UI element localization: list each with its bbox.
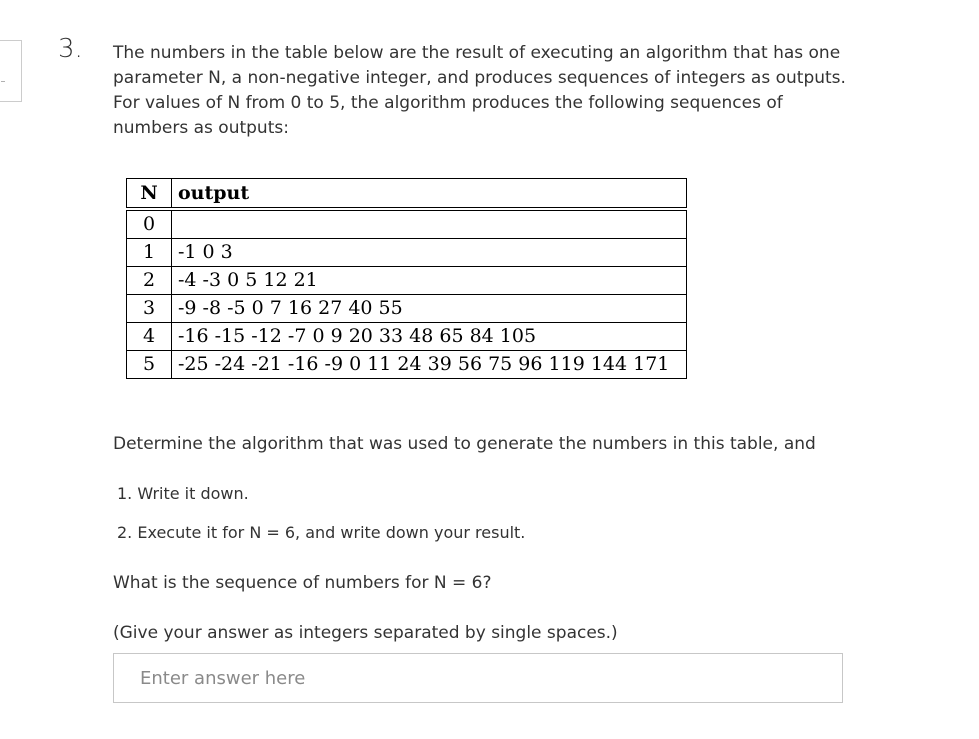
table-row [127,267,687,295]
row-n: 3 [127,295,172,323]
table-row [127,295,687,323]
question-intro: The numbers in the table below are the result of executing an algorithm that has one parameter N, a non-negative integer, and produces sequences of integers as outputs. For values of N from 0 to 5, the algorithm produces the following sequences of numbers as outputs: [113,43,846,138]
table-row [127,351,687,379]
table-row [127,323,687,351]
row-output: -25 -24 -21 -16 -9 0 11 24 39 56 75 96 119 144 171 [172,351,687,379]
row-n: 2 [127,267,172,295]
row-n: 1 [127,239,172,267]
row-n: 5 [127,351,172,379]
determine-instruction: Determine the algorithm that was used to generate the numbers in this table, and [113,434,816,454]
row-n: 0 [127,209,172,239]
row-n: 4 [127,323,172,351]
row-output: -9 -8 -5 0 7 16 27 40 55 [172,295,687,323]
row-output: -1 0 3 [172,239,687,267]
row-output: -16 -15 -12 -7 0 9 20 33 48 65 84 105 [172,323,687,351]
table-row [127,209,687,239]
side-panel-tab[interactable] [0,40,22,102]
step-item: 2. Execute it for N = 6, and write down your result. [117,523,526,542]
table-header-row [127,179,687,210]
question-prompt: What is the sequence of numbers for N = 6? [113,573,492,593]
row-output [172,209,687,239]
row-output: -4 -3 0 5 12 21 [172,267,687,295]
steps-list [117,482,525,560]
header-n: N [127,179,172,210]
header-output: output [172,179,687,210]
side-tab-marker [1,81,5,82]
answer-input[interactable] [113,653,843,703]
table-row [127,239,687,267]
question-number: 3. [58,34,83,64]
sequence-table [126,178,687,379]
answer-hint: (Give your answer as integers separated by single spaces.) [113,623,618,643]
step-item: 1. Write it down. [117,484,249,503]
